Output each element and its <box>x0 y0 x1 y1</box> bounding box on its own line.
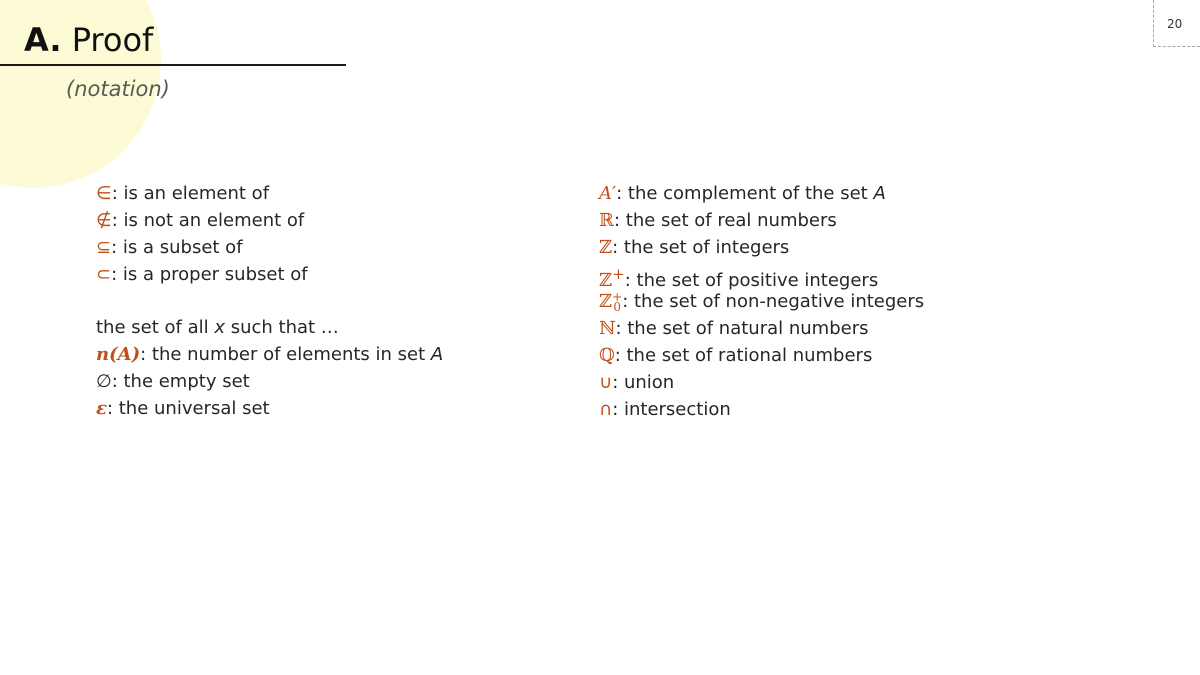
notation-positive-integers <box>599 261 1139 291</box>
notation-not-element-of <box>96 207 556 234</box>
slide-subtitle: (notation) <box>66 77 170 101</box>
plus-superscript: + <box>612 265 625 283</box>
naturals-symbol: ℕ <box>599 318 616 339</box>
notation-desc: : is an element of <box>111 183 270 204</box>
notation-nonnegative-integers <box>599 288 1139 315</box>
notation-intersection <box>599 396 1139 423</box>
subset-symbol: ⊆ <box>96 237 112 258</box>
nonnegative-integers-symbol <box>599 291 622 312</box>
notation-list-left <box>96 180 556 422</box>
notation-integers <box>599 234 1139 261</box>
title-section-label: A. <box>24 21 62 59</box>
notation-desc: : the universal set <box>106 398 270 419</box>
universal-set-symbol: ε <box>96 398 107 419</box>
notation-universal-set <box>96 395 556 422</box>
notation-desc: : intersection <box>612 399 731 420</box>
set-a-label: A <box>430 344 444 365</box>
notation-union <box>599 369 1139 396</box>
list-spacer <box>96 288 556 314</box>
notation-cardinality <box>96 341 556 368</box>
slide-title <box>24 20 153 60</box>
notation-rationals <box>599 342 1139 369</box>
notation-desc: : the set of non-negative integers <box>622 291 925 312</box>
title-underline <box>0 64 346 66</box>
page-number: 20 <box>1167 17 1183 31</box>
notation-complement <box>599 180 1139 207</box>
integers-symbol: ℤ <box>599 237 613 258</box>
notation-desc: the set of all <box>96 317 215 338</box>
title-text: Proof <box>71 21 154 59</box>
notation-desc: : is a subset of <box>111 237 243 258</box>
notation-desc: : the set of integers <box>612 237 790 258</box>
notation-desc: : the set of natural numbers <box>615 318 869 339</box>
notation-desc: : the empty set <box>111 371 250 392</box>
notation-list-right <box>599 180 1139 423</box>
reals-symbol: ℝ <box>599 210 614 231</box>
cardinality-symbol: n(A) <box>96 344 141 365</box>
notation-desc: : union <box>612 372 675 393</box>
notation-desc: : the set of real numbers <box>613 210 837 231</box>
notation-desc: : the set of rational numbers <box>614 345 873 366</box>
integers-letter: ℤ <box>599 291 613 312</box>
notation-desc: : the complement of the set <box>616 183 874 204</box>
notation-reals <box>599 207 1139 234</box>
union-symbol: ∪ <box>599 372 613 393</box>
notation-subset <box>96 234 556 261</box>
zero-subscript: 0 <box>613 300 621 314</box>
notation-element-of <box>96 180 556 207</box>
notation-desc: : is a proper subset of <box>111 264 308 285</box>
notation-desc: : the set of positive integers <box>624 270 879 291</box>
notation-set-builder <box>96 314 556 341</box>
integers-letter: ℤ <box>599 270 613 291</box>
notation-desc: : is not an element of <box>111 210 305 231</box>
empty-set-symbol: ∅ <box>96 371 112 392</box>
notation-desc-tail: such that … <box>224 317 339 338</box>
variable-x: x <box>214 317 225 338</box>
notation-desc: : the number of elements in set <box>140 344 431 365</box>
element-of-symbol: ∈ <box>96 183 112 204</box>
notation-proper-subset <box>96 261 556 288</box>
notation-empty-set <box>96 368 556 395</box>
complement-symbol: A′ <box>599 183 617 204</box>
not-element-of-symbol: ∉ <box>96 210 112 231</box>
proper-subset-symbol: ⊂ <box>96 264 112 285</box>
intersection-symbol: ∩ <box>599 399 613 420</box>
rationals-symbol: ℚ <box>599 345 615 366</box>
notation-naturals <box>599 315 1139 342</box>
set-a-label: A <box>873 183 886 204</box>
plus-superscript: + <box>612 290 623 304</box>
